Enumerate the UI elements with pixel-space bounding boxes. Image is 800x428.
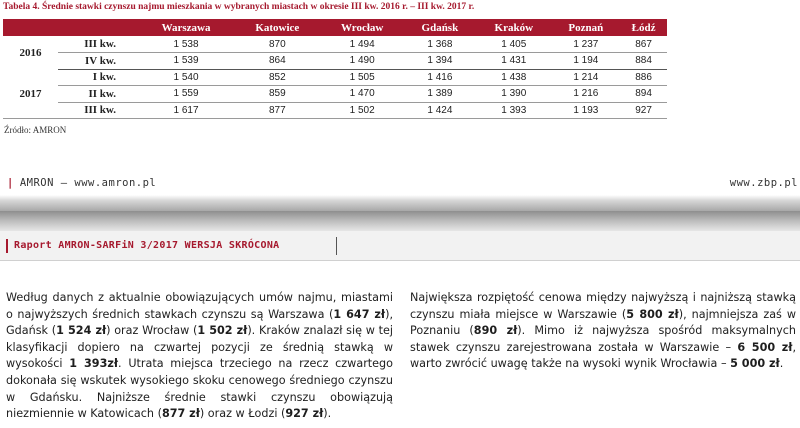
paragraph-text: ). Kraków znalazł się w tej klasyfikacji dopiero na czwartej pozycji ze średnią stawką w wysokości xyxy=(6,324,393,371)
table-header-row xyxy=(3,19,667,36)
paragraph-text: ). Mimo iż najwyższa spośród maksymalnych stawek czynszu zarejestrowana została w Warszawie – xyxy=(410,324,796,354)
emphasized-value: 927 zł xyxy=(285,407,324,421)
header-year xyxy=(3,19,58,36)
value-cell: 852 xyxy=(234,69,320,86)
value-cell: 1 237 xyxy=(552,36,620,53)
value-cell: 1 540 xyxy=(138,69,234,86)
text-column-right xyxy=(410,290,796,373)
value-cell: 894 xyxy=(620,86,667,103)
header-city: Poznań xyxy=(552,19,620,36)
footer-marker: | xyxy=(7,177,14,189)
paragraph-text: Największa rozpiętość cenowa między najwyższą i najniższą stawką czynszu miała miejsce w Warszawie ( xyxy=(410,291,796,321)
header-city: Łódź xyxy=(620,19,667,36)
paragraph-text: . xyxy=(779,357,784,371)
table-row xyxy=(3,86,667,103)
value-cell: 1 194 xyxy=(552,53,620,70)
value-cell: 1 431 xyxy=(476,53,552,70)
year-cell: 2016 xyxy=(19,46,42,59)
value-cell: 1 368 xyxy=(404,36,476,53)
header-city: Gdańsk xyxy=(404,19,476,36)
value-cell: 1 405 xyxy=(476,36,552,53)
value-cell: 870 xyxy=(234,36,320,53)
value-cell: 1 390 xyxy=(476,86,552,103)
emphasized-value: 1 393zł xyxy=(69,357,119,371)
year-cell: 2017 xyxy=(3,69,58,119)
value-cell: 1 393 xyxy=(476,102,552,119)
emphasized-value: 890 zł xyxy=(473,324,518,338)
emphasized-value: 6 500 zł xyxy=(737,340,793,354)
emphasized-value: 877 zł xyxy=(161,407,200,421)
header-divider xyxy=(336,237,337,255)
value-cell: 886 xyxy=(620,69,667,86)
quarter-cell: III kw. xyxy=(58,102,138,119)
value-cell: 1 424 xyxy=(404,102,476,119)
paragraph-text: , warto zwrócić uwagę także na wysoki wynik Wrocławia – xyxy=(410,340,796,371)
page-footer-left xyxy=(7,177,156,189)
quarter-cell: IV kw. xyxy=(58,53,138,70)
value-cell: 1 538 xyxy=(138,36,234,53)
rent-table xyxy=(3,19,667,119)
quarter-cell: II kw. xyxy=(58,86,138,103)
page-footer-right: www.zbp.pl xyxy=(729,177,798,189)
paragraph-text: . Utrata miejsca trzeciego na rzecz czwartego dokonała się wskutek wysokiego skoku cenowego średniego czynszu w Gdańsku. Najniższe średnie stawki czynszu obowiązują niezmiennie w Katowicach ( xyxy=(6,357,394,421)
value-cell: 884 xyxy=(620,53,667,70)
header-city: Warszawa xyxy=(138,19,234,36)
value-cell: 1 502 xyxy=(321,102,404,119)
value-cell: 1 416 xyxy=(404,69,476,86)
value-cell: 859 xyxy=(234,86,320,103)
value-cell: 864 xyxy=(234,53,320,70)
table-source: Źródło: AMRON xyxy=(4,125,67,135)
value-cell: 1 394 xyxy=(404,53,476,70)
value-cell: 1 214 xyxy=(552,69,620,86)
text-column-left xyxy=(6,290,393,423)
emphasized-value: 1 502 zł xyxy=(197,324,248,338)
header-city: Kraków xyxy=(476,19,552,36)
header-marker xyxy=(6,239,8,253)
value-cell: 867 xyxy=(620,36,667,53)
table-title: Tabela 4. Średnie stawki czynszu najmu mieszkania w wybranych miastach w okresie III kw. 2016 r. – III kw. 2017 r. xyxy=(3,2,475,12)
page-gap-shadow xyxy=(0,195,800,211)
report-title: Raport AMRON-SARFiN 3/2017 WERSJA SKRÓCONA xyxy=(14,240,280,251)
value-cell: 927 xyxy=(620,102,667,119)
value-cell: 1 559 xyxy=(138,86,234,103)
value-cell: 1 490 xyxy=(321,53,404,70)
value-cell: 1 470 xyxy=(321,86,404,103)
table-row xyxy=(3,36,667,53)
emphasized-value: 5 800 zł xyxy=(626,307,679,321)
value-cell: 1 505 xyxy=(321,69,404,86)
header-quarter xyxy=(58,19,138,36)
paragraph-text: ). xyxy=(323,407,332,421)
value-cell: 1 617 xyxy=(138,102,234,119)
paragraph-text: ), Gdańsk ( xyxy=(6,307,393,338)
value-cell: 1 193 xyxy=(552,102,620,119)
quarter-cell: III kw. xyxy=(58,36,138,53)
emphasized-value: 5 000 zł xyxy=(730,357,780,371)
value-cell: 1 539 xyxy=(138,53,234,70)
table-row xyxy=(3,53,667,70)
paragraph-text: ) oraz Wrocław ( xyxy=(106,324,198,338)
value-cell: 1 216 xyxy=(552,86,620,103)
table-row xyxy=(3,69,667,86)
value-cell: 877 xyxy=(234,102,320,119)
paragraph-text: Według danych z aktualnie obowiązujących umów najmu, miastami o najwyższych średnich stawkach czynszu są Warszawa ( xyxy=(6,291,393,321)
emphasized-value: 1 647 zł xyxy=(333,307,386,321)
paragraph-text: ), najmniejsza zaś w Poznaniu ( xyxy=(410,307,797,338)
header-city: Katowice xyxy=(234,19,320,36)
footer-left-text: AMRON – www.amron.pl xyxy=(19,177,157,189)
quarter-cell: I kw. xyxy=(58,69,138,86)
header-city: Wrocław xyxy=(321,19,404,36)
value-cell: 1 389 xyxy=(404,86,476,103)
table-row xyxy=(3,102,667,119)
page-gap-shadow xyxy=(0,211,800,231)
paragraph-text: ) oraz w Łodzi ( xyxy=(199,407,286,421)
emphasized-value: 1 524 zł xyxy=(56,324,107,338)
value-cell: 1 438 xyxy=(476,69,552,86)
value-cell: 1 494 xyxy=(321,36,404,53)
report-header-bar xyxy=(0,231,800,261)
